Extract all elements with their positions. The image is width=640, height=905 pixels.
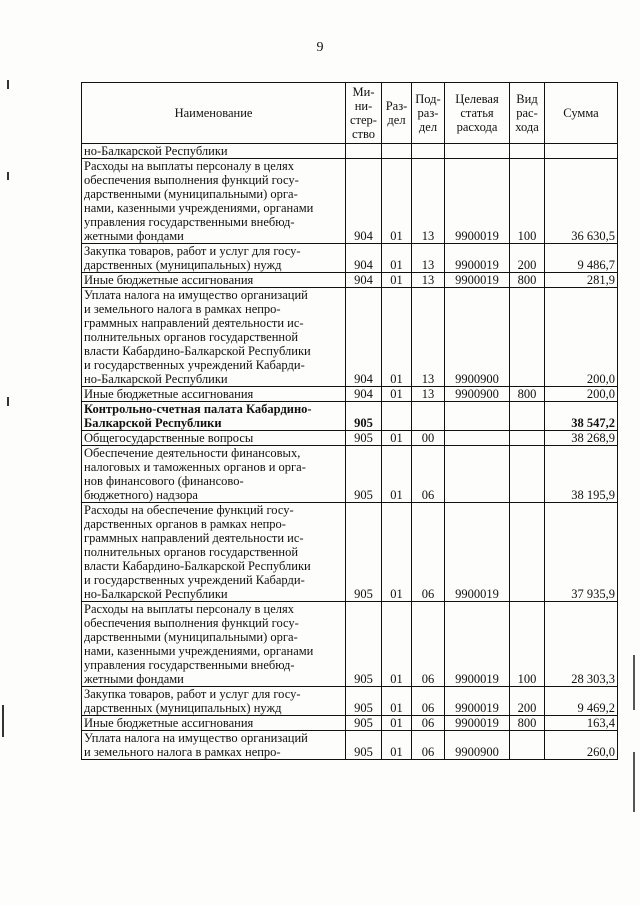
row-expense-type xyxy=(510,446,545,503)
row-expense-type: 200 xyxy=(510,687,545,716)
row-sum: 9 469,2 xyxy=(545,687,618,716)
table-header-row xyxy=(82,83,618,144)
row-name: Уплата налога на имущество организаций и земельного налога в рамках непро- xyxy=(82,731,346,760)
row-razdel: 01 xyxy=(382,716,412,731)
margin-mark xyxy=(633,752,635,812)
row-expense-type: 800 xyxy=(510,387,545,402)
header-expense-type: Вид рас- хода xyxy=(510,83,545,144)
row-sum: 36 630,5 xyxy=(545,159,618,244)
row-expense-type xyxy=(510,288,545,387)
row-name: Иные бюджетные ассигнования xyxy=(82,387,346,402)
row-name: Контрольно-счетная палата Кабардино- Балкарской Республики xyxy=(82,402,346,431)
row-target-article xyxy=(445,402,510,431)
row-razdel: 01 xyxy=(382,288,412,387)
row-razdel: 01 xyxy=(382,244,412,273)
header-name: Наименование xyxy=(82,83,346,144)
margin-mark xyxy=(7,80,9,89)
row-target-article: 9900019 xyxy=(445,503,510,602)
row-sum: 9 486,7 xyxy=(545,244,618,273)
row-ministry: 904 xyxy=(346,273,382,288)
row-sum: 38 547,2 xyxy=(545,402,618,431)
table-row xyxy=(82,731,618,760)
row-podrazdel: 13 xyxy=(412,288,445,387)
row-ministry: 905 xyxy=(346,503,382,602)
table-row xyxy=(82,387,618,402)
row-podrazdel: 06 xyxy=(412,602,445,687)
row-podrazdel: 13 xyxy=(412,387,445,402)
row-expense-type xyxy=(510,431,545,446)
table-row xyxy=(82,288,618,387)
row-target-article: 9900900 xyxy=(445,731,510,760)
row-podrazdel: 13 xyxy=(412,244,445,273)
row-sum: 200,0 xyxy=(545,387,618,402)
row-target-article: 9900019 xyxy=(445,687,510,716)
row-podrazdel: 06 xyxy=(412,687,445,716)
row-razdel: 01 xyxy=(382,731,412,760)
row-podrazdel: 06 xyxy=(412,716,445,731)
row-name: Закупка товаров, работ и услуг для госу- дарственных (муниципальных) нужд xyxy=(82,244,346,273)
row-name: Обеспечение деятельности финансовых, налоговых и таможенных органов и орга- нов финансового (финансово- бюджетного) надзора xyxy=(82,446,346,503)
row-razdel xyxy=(382,144,412,159)
row-ministry: 904 xyxy=(346,159,382,244)
margin-mark xyxy=(633,655,635,710)
row-sum: 281,9 xyxy=(545,273,618,288)
row-sum: 260,0 xyxy=(545,731,618,760)
row-name: Расходы на обеспечение функций госу- дарственных органов в рамках непро- граммных направлений деятельности ис- полнительных органов государственной власти Кабардино-Балкарской Республики и государственных учреждений Кабарди- но-Балкарской Республики xyxy=(82,503,346,602)
row-podrazdel: 13 xyxy=(412,273,445,288)
row-sum: 163,4 xyxy=(545,716,618,731)
row-expense-type: 100 xyxy=(510,602,545,687)
row-name: Расходы на выплаты персоналу в целях обеспечения выполнения функций госу- дарственными (муниципальными) орга- нами, казенными учреждениями, органами управления государственными внебюд- жетными фондами xyxy=(82,602,346,687)
row-podrazdel xyxy=(412,402,445,431)
row-target-article: 9900019 xyxy=(445,273,510,288)
header-razdel: Раз- дел xyxy=(382,83,412,144)
row-razdel: 01 xyxy=(382,387,412,402)
page-number: 9 xyxy=(316,40,324,55)
row-expense-type: 100 xyxy=(510,159,545,244)
row-podrazdel xyxy=(412,144,445,159)
row-ministry: 904 xyxy=(346,387,382,402)
header-podrazdel: Под- раз- дел xyxy=(412,83,445,144)
table-row xyxy=(82,402,618,431)
row-razdel: 01 xyxy=(382,431,412,446)
table-row xyxy=(82,687,618,716)
row-target-article: 9900900 xyxy=(445,387,510,402)
table-row xyxy=(82,273,618,288)
row-name: Закупка товаров, работ и услуг для госу- дарственных (муниципальных) нужд xyxy=(82,687,346,716)
row-name: Иные бюджетные ассигнования xyxy=(82,273,346,288)
row-razdel: 01 xyxy=(382,446,412,503)
row-target-article xyxy=(445,144,510,159)
margin-mark xyxy=(7,397,9,406)
row-ministry: 905 xyxy=(346,402,382,431)
row-podrazdel: 06 xyxy=(412,503,445,602)
row-target-article xyxy=(445,431,510,446)
row-podrazdel: 06 xyxy=(412,731,445,760)
row-ministry: 904 xyxy=(346,244,382,273)
table-row xyxy=(82,159,618,244)
row-ministry xyxy=(346,144,382,159)
row-razdel xyxy=(382,402,412,431)
row-target-article: 9900019 xyxy=(445,602,510,687)
row-expense-type xyxy=(510,402,545,431)
table-row xyxy=(82,602,618,687)
row-podrazdel: 06 xyxy=(412,446,445,503)
header-ministry: Ми- ни- стер- ство xyxy=(346,83,382,144)
row-sum: 28 303,3 xyxy=(545,602,618,687)
row-expense-type: 200 xyxy=(510,244,545,273)
row-sum: 200,0 xyxy=(545,288,618,387)
row-name: но-Балкарской Республики xyxy=(82,144,346,159)
row-target-article: 9900019 xyxy=(445,159,510,244)
row-podrazdel: 00 xyxy=(412,431,445,446)
row-target-article: 9900019 xyxy=(445,244,510,273)
row-target-article: 9900019 xyxy=(445,716,510,731)
header-target-article: Целевая статья расхода xyxy=(445,83,510,144)
row-razdel: 01 xyxy=(382,503,412,602)
row-ministry: 905 xyxy=(346,602,382,687)
row-ministry: 905 xyxy=(346,687,382,716)
row-name: Расходы на выплаты персоналу в целях обеспечения выполнения функций госу- дарственными (муниципальными) орга- нами, казенными учреждениями, органами управления государственными внебюд- жетными фондами xyxy=(82,159,346,244)
row-sum: 38 268,9 xyxy=(545,431,618,446)
row-target-article xyxy=(445,446,510,503)
row-ministry: 905 xyxy=(346,446,382,503)
row-ministry: 905 xyxy=(346,431,382,446)
table-row xyxy=(82,431,618,446)
row-name: Иные бюджетные ассигнования xyxy=(82,716,346,731)
row-sum: 37 935,9 xyxy=(545,503,618,602)
margin-mark xyxy=(7,172,9,180)
row-sum: 38 195,9 xyxy=(545,446,618,503)
row-expense-type xyxy=(510,731,545,760)
row-ministry: 905 xyxy=(346,731,382,760)
row-expense-type xyxy=(510,503,545,602)
row-target-article: 9900900 xyxy=(445,288,510,387)
row-name: Уплата налога на имущество организаций и земельного налога в рамках непро- граммных направлений деятельности ис- полнительных органов государственной власти Кабардино-Балкарской Республики и государственных учреждений Кабарди- но-Балкарской Республики xyxy=(82,288,346,387)
row-name: Общегосударственные вопросы xyxy=(82,431,346,446)
margin-mark xyxy=(2,705,4,737)
row-razdel: 01 xyxy=(382,159,412,244)
budget-table xyxy=(81,82,618,760)
row-razdel: 01 xyxy=(382,273,412,288)
row-sum xyxy=(545,144,618,159)
row-ministry: 905 xyxy=(346,716,382,731)
row-expense-type: 800 xyxy=(510,273,545,288)
row-podrazdel: 13 xyxy=(412,159,445,244)
table-row xyxy=(82,716,618,731)
row-expense-type: 800 xyxy=(510,716,545,731)
header-sum: Сумма xyxy=(545,83,618,144)
table-row xyxy=(82,446,618,503)
table-row xyxy=(82,144,618,159)
row-razdel: 01 xyxy=(382,687,412,716)
row-razdel: 01 xyxy=(382,602,412,687)
table-row xyxy=(82,503,618,602)
row-expense-type xyxy=(510,144,545,159)
table-row xyxy=(82,244,618,273)
row-ministry: 904 xyxy=(346,288,382,387)
